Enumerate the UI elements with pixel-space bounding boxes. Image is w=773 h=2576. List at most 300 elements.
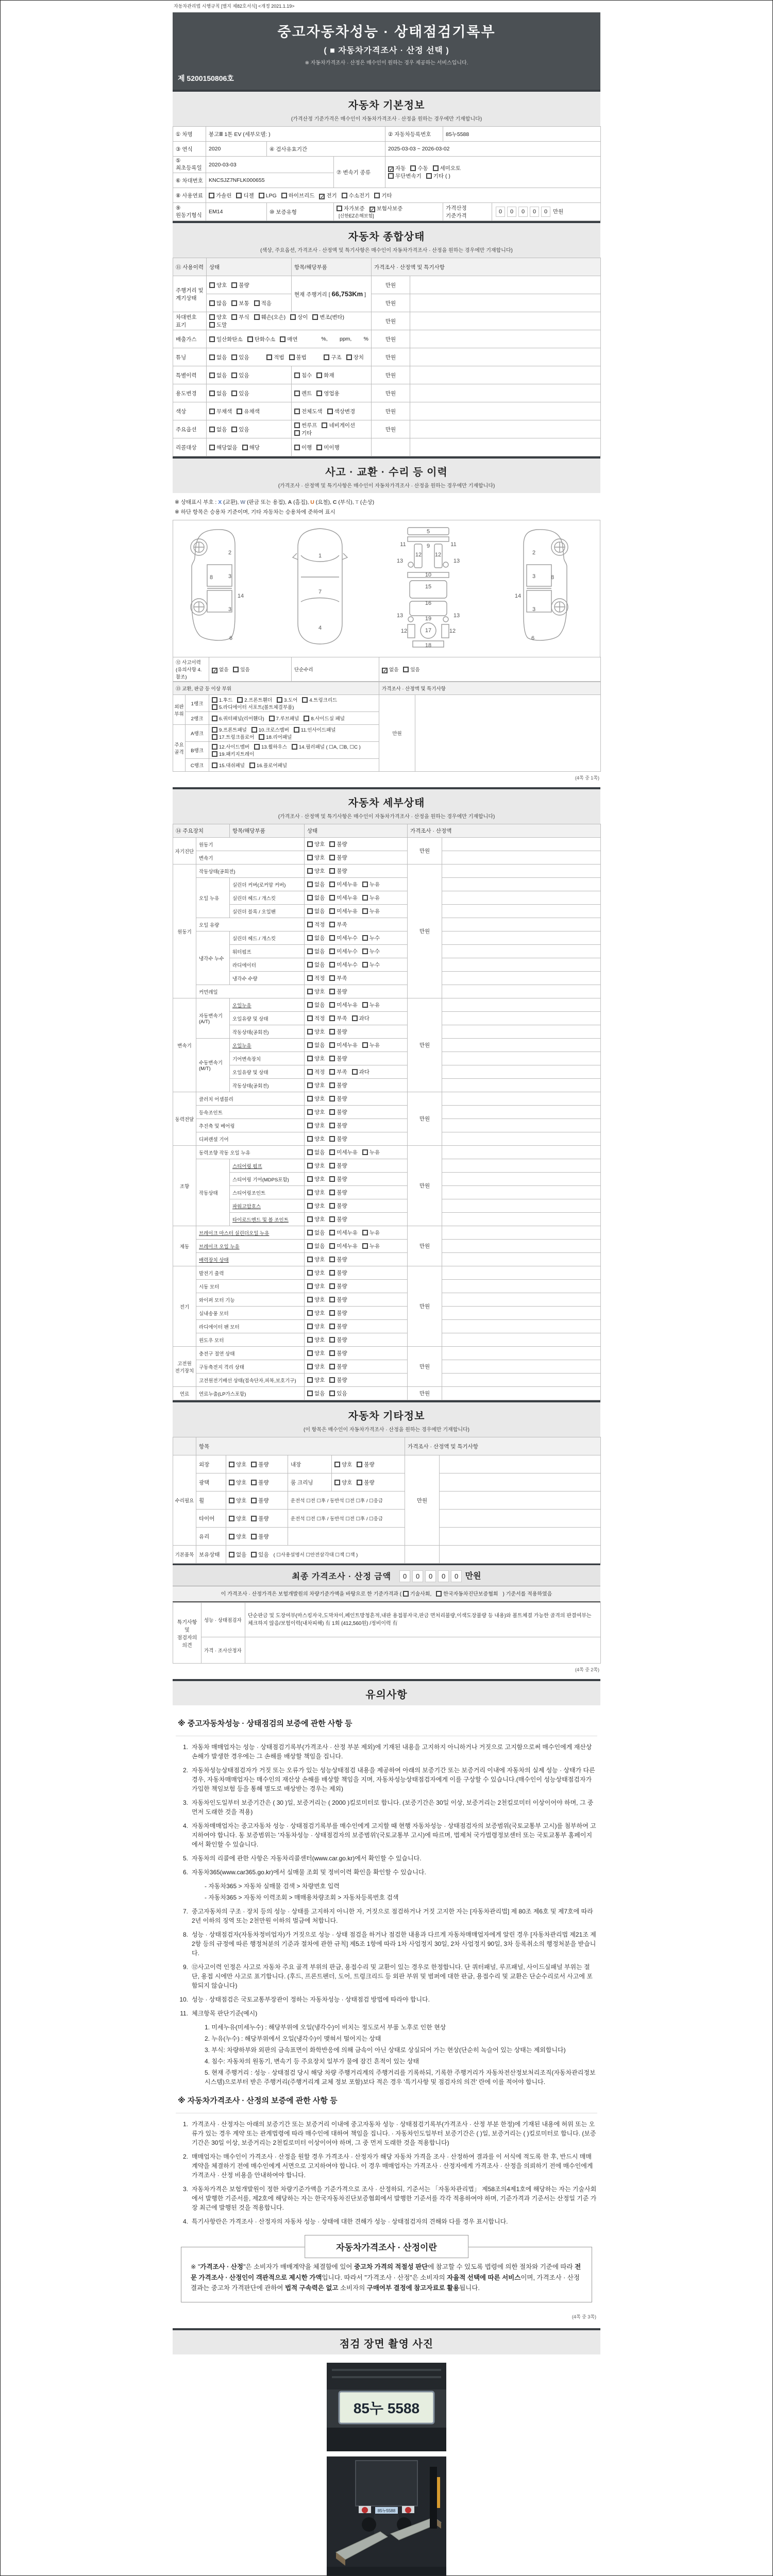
- checkbox[interactable]: [329, 1096, 335, 1101]
- checkbox-option[interactable]: [307, 1323, 325, 1330]
- checkbox[interactable]: [329, 882, 335, 887]
- checkbox[interactable]: [307, 1123, 313, 1128]
- checkbox-option[interactable]: [290, 313, 308, 321]
- checkbox-option[interactable]: [307, 1296, 325, 1303]
- checkbox-option[interactable]: [229, 1461, 246, 1468]
- checkbox-option[interactable]: [269, 715, 299, 722]
- checkbox[interactable]: [254, 300, 260, 306]
- checkbox[interactable]: [277, 697, 282, 703]
- checkbox-option[interactable]: [329, 1041, 358, 1049]
- checkbox[interactable]: [212, 751, 217, 757]
- checkbox-option[interactable]: [329, 1028, 347, 1036]
- checkbox-option[interactable]: [212, 733, 254, 740]
- checkbox-option[interactable]: [362, 947, 380, 955]
- checkbox[interactable]: [229, 1480, 234, 1485]
- checkbox-option[interactable]: [259, 733, 292, 740]
- checkbox-option[interactable]: [307, 1242, 325, 1250]
- checkbox[interactable]: [249, 762, 255, 768]
- checkbox-option[interactable]: [251, 1515, 268, 1522]
- checkbox[interactable]: [307, 1310, 313, 1316]
- checkbox[interactable]: [362, 895, 368, 901]
- checkbox-option[interactable]: [307, 988, 325, 995]
- checkbox[interactable]: [307, 1029, 313, 1035]
- checkbox-option[interactable]: [292, 743, 361, 750]
- checkbox-option[interactable]: [307, 947, 325, 955]
- checkbox[interactable]: [316, 391, 322, 396]
- checkbox[interactable]: [329, 1029, 335, 1035]
- checkbox[interactable]: [307, 1190, 313, 1195]
- checkbox-option[interactable]: [209, 371, 227, 379]
- checkbox[interactable]: [242, 445, 248, 450]
- checkbox[interactable]: [329, 962, 335, 968]
- checkbox[interactable]: [307, 989, 313, 994]
- checkbox-option[interactable]: [307, 1055, 325, 1062]
- checkbox[interactable]: [329, 1203, 335, 1209]
- checkbox-option[interactable]: [388, 164, 406, 172]
- checkbox[interactable]: [247, 336, 253, 342]
- checkbox[interactable]: [362, 1002, 368, 1008]
- checkbox-option[interactable]: [307, 1162, 325, 1170]
- checkbox-option[interactable]: [302, 696, 337, 703]
- checkbox-option[interactable]: [329, 1202, 347, 1210]
- checkbox-option[interactable]: [212, 750, 254, 757]
- checkbox-option[interactable]: [329, 867, 347, 875]
- checkbox[interactable]: [362, 1230, 368, 1235]
- checkbox-option[interactable]: [307, 1041, 325, 1049]
- checkbox-option[interactable]: [259, 193, 277, 199]
- checkbox-option[interactable]: [334, 1461, 352, 1468]
- checkbox[interactable]: [294, 372, 300, 378]
- checkbox[interactable]: [251, 1552, 257, 1557]
- checkbox[interactable]: [436, 1591, 442, 1597]
- checkbox-option[interactable]: [329, 1215, 347, 1223]
- checkbox-option[interactable]: [233, 666, 249, 673]
- checkbox[interactable]: [209, 336, 215, 342]
- checkbox[interactable]: [209, 193, 214, 198]
- checkbox-option[interactable]: [277, 696, 297, 703]
- checkbox-option[interactable]: [307, 961, 325, 969]
- checkbox[interactable]: ✓: [320, 194, 325, 200]
- checkbox-option[interactable]: [304, 715, 345, 722]
- checkbox[interactable]: [307, 1109, 313, 1115]
- checkbox[interactable]: [410, 165, 416, 171]
- checkbox[interactable]: [251, 1462, 257, 1467]
- checkbox-option[interactable]: [329, 840, 347, 848]
- checkbox-option[interactable]: [362, 880, 380, 888]
- checkbox[interactable]: [254, 744, 260, 750]
- checkbox[interactable]: [329, 1015, 335, 1021]
- checkbox[interactable]: [212, 762, 217, 768]
- checkbox[interactable]: [212, 734, 217, 740]
- checkbox[interactable]: [307, 1350, 313, 1356]
- checkbox[interactable]: [209, 300, 215, 306]
- checkbox-option[interactable]: [436, 1589, 498, 1597]
- checkbox-option[interactable]: [266, 353, 284, 361]
- checkbox[interactable]: [329, 975, 335, 981]
- checkbox[interactable]: [346, 354, 352, 360]
- checkbox-option[interactable]: [362, 1229, 380, 1236]
- checkbox[interactable]: [329, 1377, 335, 1383]
- checkbox[interactable]: [233, 667, 239, 672]
- checkbox-option[interactable]: [410, 164, 428, 172]
- checkbox-option[interactable]: [329, 1389, 347, 1397]
- checkbox-option[interactable]: [329, 1323, 347, 1330]
- checkbox[interactable]: [426, 173, 432, 179]
- checkbox[interactable]: [237, 409, 242, 414]
- checkbox[interactable]: [307, 922, 313, 927]
- checkbox-option[interactable]: [329, 1148, 358, 1156]
- checkbox[interactable]: [229, 1552, 234, 1557]
- checkbox[interactable]: [329, 1364, 335, 1369]
- checkbox-option[interactable]: [362, 907, 380, 915]
- checkbox-option[interactable]: [329, 1349, 347, 1357]
- checkbox[interactable]: [251, 1498, 257, 1503]
- checkbox-option[interactable]: [307, 1001, 325, 1009]
- checkbox-option[interactable]: [329, 1014, 347, 1022]
- checkbox-option[interactable]: [329, 854, 347, 861]
- checkbox[interactable]: [209, 322, 215, 328]
- checkbox-option[interactable]: [329, 1269, 347, 1277]
- checkbox-option[interactable]: [307, 867, 325, 875]
- checkbox-option[interactable]: [329, 1296, 347, 1303]
- checkbox-option[interactable]: [307, 1095, 325, 1103]
- checkbox-option[interactable]: [254, 743, 287, 750]
- checkbox[interactable]: [307, 1257, 313, 1262]
- checkbox[interactable]: [374, 193, 380, 198]
- checkbox[interactable]: [307, 1230, 313, 1235]
- checkbox-option[interactable]: [307, 907, 325, 915]
- checkbox[interactable]: [229, 1498, 234, 1503]
- checkbox-option[interactable]: [231, 426, 249, 433]
- checkbox-option[interactable]: [329, 974, 347, 982]
- checkbox-option[interactable]: [212, 743, 249, 750]
- checkbox-option[interactable]: [249, 761, 287, 769]
- checkbox[interactable]: [329, 922, 335, 927]
- checkbox[interactable]: [329, 1109, 335, 1115]
- checkbox-option[interactable]: [346, 353, 364, 361]
- checkbox-option[interactable]: [316, 444, 339, 451]
- checkbox[interactable]: [334, 1480, 340, 1485]
- checkbox[interactable]: [307, 1015, 313, 1021]
- checkbox[interactable]: [329, 1190, 335, 1195]
- checkbox-option[interactable]: [329, 880, 358, 888]
- checkbox-option[interactable]: [307, 1309, 325, 1317]
- checkbox-option[interactable]: [307, 921, 325, 928]
- checkbox[interactable]: [231, 314, 237, 320]
- checkbox-option[interactable]: [329, 1242, 358, 1250]
- checkbox-option[interactable]: [212, 726, 247, 733]
- checkbox[interactable]: [229, 1534, 234, 1539]
- checkbox[interactable]: [329, 855, 335, 860]
- checkbox[interactable]: [329, 935, 335, 941]
- checkbox-option[interactable]: [307, 934, 325, 942]
- checkbox[interactable]: [307, 962, 313, 968]
- checkbox-option[interactable]: [307, 1081, 325, 1089]
- checkbox-option[interactable]: [229, 1533, 246, 1540]
- checkbox-option[interactable]: [403, 666, 419, 673]
- checkbox[interactable]: [307, 1203, 313, 1209]
- checkbox[interactable]: [329, 1123, 335, 1128]
- checkbox[interactable]: [251, 1480, 257, 1485]
- checkbox[interactable]: [237, 697, 243, 703]
- checkbox[interactable]: [212, 697, 217, 703]
- checkbox[interactable]: [307, 1216, 313, 1222]
- checkbox[interactable]: [209, 445, 215, 450]
- checkbox-option[interactable]: [209, 335, 243, 343]
- checkbox-option[interactable]: [242, 444, 260, 451]
- checkbox[interactable]: [329, 1082, 335, 1088]
- checkbox-option[interactable]: [209, 353, 227, 361]
- checkbox[interactable]: [329, 1042, 335, 1048]
- checkbox-option[interactable]: [329, 1001, 358, 1009]
- checkbox[interactable]: [337, 206, 342, 211]
- checkbox[interactable]: [294, 409, 300, 414]
- checkbox[interactable]: [212, 704, 217, 710]
- checkbox-option[interactable]: [289, 353, 307, 361]
- checkbox-option[interactable]: [329, 934, 358, 942]
- checkbox-option[interactable]: [329, 907, 358, 915]
- checkbox[interactable]: [362, 1042, 368, 1048]
- checkbox[interactable]: [266, 354, 272, 360]
- checkbox-option[interactable]: [294, 726, 336, 733]
- checkbox[interactable]: [307, 1337, 313, 1343]
- checkbox-option[interactable]: [229, 1515, 246, 1522]
- checkbox-option[interactable]: [329, 1336, 347, 1344]
- checkbox-option[interactable]: [231, 313, 249, 321]
- checkbox-option[interactable]: [362, 1001, 380, 1009]
- checkbox-option[interactable]: [254, 299, 272, 307]
- checkbox-option[interactable]: [316, 389, 339, 397]
- checkbox[interactable]: ✓: [383, 668, 388, 674]
- checkbox[interactable]: [281, 193, 287, 198]
- checkbox[interactable]: [322, 422, 327, 428]
- checkbox-option[interactable]: [209, 299, 227, 307]
- checkbox[interactable]: [307, 908, 313, 914]
- checkbox[interactable]: [329, 1056, 335, 1061]
- checkbox[interactable]: [312, 314, 318, 320]
- checkbox[interactable]: [329, 1163, 335, 1168]
- checkbox[interactable]: [329, 895, 335, 901]
- checkbox[interactable]: [259, 734, 264, 740]
- checkbox-option[interactable]: [294, 371, 312, 379]
- checkbox-option[interactable]: [231, 281, 249, 289]
- checkbox-option[interactable]: [231, 389, 249, 397]
- checkbox[interactable]: [433, 165, 439, 171]
- checkbox-option[interactable]: [329, 1189, 347, 1196]
- checkbox[interactable]: [329, 1337, 335, 1343]
- checkbox[interactable]: [362, 962, 368, 968]
- checkbox[interactable]: [294, 430, 300, 436]
- checkbox-option[interactable]: [329, 1175, 347, 1183]
- checkbox-option[interactable]: [329, 921, 347, 928]
- checkbox-option[interactable]: [307, 1175, 325, 1183]
- checkbox-option[interactable]: [307, 1229, 325, 1236]
- checkbox[interactable]: [316, 445, 322, 450]
- checkbox[interactable]: [229, 1462, 234, 1467]
- checkbox-option[interactable]: [251, 1533, 268, 1540]
- checkbox[interactable]: [294, 391, 300, 396]
- checkbox[interactable]: [236, 193, 242, 198]
- checkbox-option[interactable]: [294, 421, 317, 429]
- checkbox-option[interactable]: [342, 192, 370, 199]
- checkbox[interactable]: [290, 314, 296, 320]
- checkbox[interactable]: [307, 1324, 313, 1329]
- checkbox-option[interactable]: [307, 880, 325, 888]
- checkbox[interactable]: [329, 1230, 335, 1235]
- checkbox-option[interactable]: [329, 1068, 347, 1076]
- checkbox[interactable]: [329, 1136, 335, 1142]
- checkbox-option[interactable]: [307, 1336, 325, 1344]
- checkbox[interactable]: [209, 314, 215, 320]
- checkbox-option[interactable]: [307, 1282, 325, 1290]
- checkbox[interactable]: [329, 1310, 335, 1316]
- checkbox-option[interactable]: [229, 1479, 246, 1486]
- checkbox[interactable]: [209, 409, 215, 414]
- checkbox-option[interactable]: [329, 1122, 347, 1129]
- checkbox-option[interactable]: [334, 1479, 352, 1486]
- checkbox-option[interactable]: [324, 353, 341, 361]
- checkbox-option[interactable]: [307, 1349, 325, 1357]
- checkbox[interactable]: [254, 314, 260, 320]
- checkbox[interactable]: [307, 1297, 313, 1302]
- checkbox[interactable]: [357, 1480, 362, 1485]
- checkbox[interactable]: [229, 1516, 234, 1521]
- checkbox[interactable]: [316, 372, 322, 378]
- checkbox-option[interactable]: [426, 172, 450, 180]
- checkbox-option[interactable]: [251, 1479, 268, 1486]
- checkbox-option[interactable]: [212, 715, 264, 722]
- checkbox-option[interactable]: [229, 1497, 246, 1504]
- checkbox-option[interactable]: [236, 192, 254, 199]
- checkbox[interactable]: [324, 354, 329, 360]
- checkbox[interactable]: [251, 727, 257, 733]
- checkbox[interactable]: [231, 354, 237, 360]
- checkbox[interactable]: [329, 1297, 335, 1302]
- checkbox-option[interactable]: [212, 761, 245, 769]
- checkbox[interactable]: [231, 372, 237, 378]
- checkbox-option[interactable]: [251, 1461, 268, 1468]
- checkbox[interactable]: [307, 1364, 313, 1369]
- checkbox[interactable]: [307, 855, 313, 860]
- checkbox-option[interactable]: [307, 1122, 325, 1129]
- checkbox[interactable]: [251, 1534, 257, 1539]
- checkbox[interactable]: ✓: [370, 207, 375, 213]
- checkbox[interactable]: [329, 1176, 335, 1182]
- checkbox[interactable]: [329, 1350, 335, 1356]
- checkbox-option[interactable]: [382, 666, 398, 673]
- checkbox-option[interactable]: [352, 1068, 369, 1076]
- checkbox-option[interactable]: [307, 1376, 325, 1384]
- checkbox-option[interactable]: [237, 696, 272, 703]
- checkbox[interactable]: [209, 282, 215, 288]
- checkbox-option[interactable]: [212, 703, 294, 710]
- checkbox-option[interactable]: [307, 1189, 325, 1196]
- checkbox[interactable]: [212, 716, 217, 721]
- checkbox-option[interactable]: [329, 1376, 347, 1384]
- checkbox[interactable]: [294, 422, 300, 428]
- checkbox[interactable]: [403, 1591, 409, 1597]
- checkbox[interactable]: [231, 391, 237, 396]
- checkbox-option[interactable]: [307, 1108, 325, 1116]
- checkbox[interactable]: [251, 1516, 257, 1521]
- checkbox-option[interactable]: [327, 408, 356, 415]
- checkbox[interactable]: [329, 1270, 335, 1276]
- checkbox-option[interactable]: [231, 299, 249, 307]
- checkbox[interactable]: [209, 354, 215, 360]
- checkbox[interactable]: [329, 868, 335, 874]
- checkbox[interactable]: [307, 1283, 313, 1289]
- checkbox-option[interactable]: [369, 205, 403, 212]
- checkbox[interactable]: ✓: [213, 668, 217, 674]
- checkbox-option[interactable]: [254, 313, 286, 321]
- checkbox[interactable]: [212, 744, 217, 750]
- checkbox[interactable]: [329, 1391, 335, 1396]
- checkbox[interactable]: [403, 667, 409, 672]
- checkbox[interactable]: [307, 1243, 313, 1249]
- checkbox-option[interactable]: [329, 947, 358, 955]
- checkbox-option[interactable]: [280, 335, 297, 343]
- checkbox[interactable]: [329, 1216, 335, 1222]
- checkbox[interactable]: [304, 716, 309, 721]
- checkbox[interactable]: [329, 1069, 335, 1075]
- checkbox[interactable]: [307, 935, 313, 941]
- checkbox[interactable]: [352, 1069, 358, 1075]
- checkbox[interactable]: [307, 868, 313, 874]
- checkbox[interactable]: [329, 1257, 335, 1262]
- checkbox[interactable]: [307, 1042, 313, 1048]
- checkbox[interactable]: [362, 1243, 368, 1249]
- checkbox-option[interactable]: [329, 1055, 347, 1062]
- checkbox-option[interactable]: [362, 961, 380, 969]
- checkbox-option[interactable]: [247, 335, 276, 343]
- checkbox[interactable]: [307, 841, 313, 847]
- checkbox-option[interactable]: [329, 1108, 347, 1116]
- checkbox-option[interactable]: [209, 389, 227, 397]
- checkbox[interactable]: [307, 1082, 313, 1088]
- checkbox-option[interactable]: [329, 961, 358, 969]
- checkbox[interactable]: [388, 173, 394, 179]
- checkbox-option[interactable]: [251, 726, 289, 733]
- checkbox-option[interactable]: [231, 371, 249, 379]
- checkbox[interactable]: [280, 336, 285, 342]
- checkbox-option[interactable]: [251, 1551, 268, 1558]
- checkbox-option[interactable]: [237, 408, 259, 415]
- checkbox-option[interactable]: [352, 1014, 369, 1022]
- checkbox[interactable]: [329, 948, 335, 954]
- checkbox-option[interactable]: [329, 1256, 347, 1263]
- checkbox[interactable]: [231, 427, 237, 432]
- checkbox-option[interactable]: [322, 421, 355, 429]
- checkbox-option[interactable]: [362, 894, 380, 902]
- checkbox[interactable]: [329, 1243, 335, 1249]
- checkbox-option[interactable]: [362, 1242, 380, 1250]
- checkbox[interactable]: [357, 1462, 362, 1467]
- checkbox[interactable]: [294, 727, 299, 733]
- checkbox[interactable]: [302, 697, 308, 703]
- checkbox-option[interactable]: [388, 172, 422, 180]
- checkbox-option[interactable]: [307, 1135, 325, 1143]
- checkbox-option[interactable]: [209, 281, 227, 289]
- checkbox-option[interactable]: [329, 894, 358, 902]
- checkbox[interactable]: [329, 841, 335, 847]
- checkbox-option[interactable]: [209, 444, 238, 451]
- checkbox-option[interactable]: [312, 313, 344, 321]
- checkbox-option[interactable]: [357, 1461, 374, 1468]
- checkbox[interactable]: [307, 1377, 313, 1383]
- checkbox-option[interactable]: [307, 894, 325, 902]
- checkbox[interactable]: [329, 1002, 335, 1008]
- checkbox-option[interactable]: [212, 666, 228, 673]
